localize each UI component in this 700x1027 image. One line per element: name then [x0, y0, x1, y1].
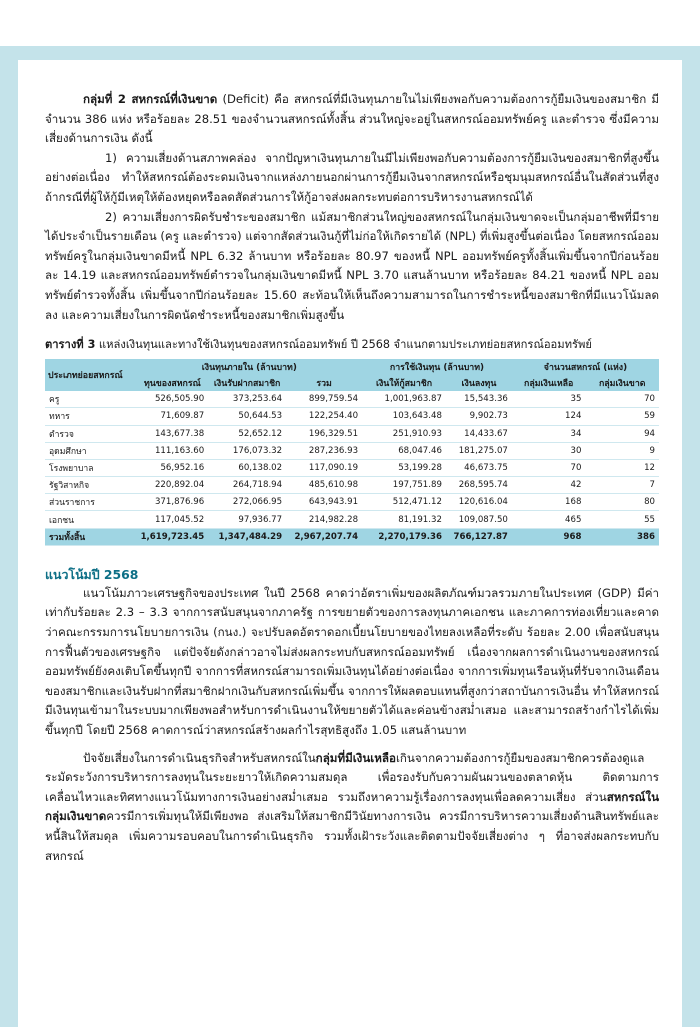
total-cell: 386 — [585, 528, 659, 545]
cell: 196,329.51 — [286, 425, 362, 442]
deficit-group-text: (Deficit) คือ สหกรณ์ที่มีเงินทุนภายในไม่เพียงพอกับความต้องการกู้ยืมเงินของสมาชิก มีจำนวน 386 แห่ง หรือร้อยละ 28.51 ของจำนวนสหกรณ์ทั้งสิ้น ส่วนใหญ่จะอยู่ในสหกรณ์ออมทรัพย์ครู และตำรวจ ซึ่งมีความเสี่ยงด้านการเงิน ดังนี้ — [45, 92, 659, 146]
total-cell: 1,347,484.29 — [208, 528, 286, 545]
header-col: กลุ่มเงินขาด — [585, 375, 659, 391]
header-col: เงินให้กู้สมาชิก — [362, 375, 446, 391]
table-caption — [45, 336, 659, 354]
row-label: อุดมศึกษา — [45, 442, 137, 459]
cell: 59 — [585, 408, 659, 425]
table-row — [45, 459, 659, 476]
total-cell: 968 — [512, 528, 586, 545]
trend-paragraph: แนวโน้มภาวะเศรษฐกิจของประเทศ ในปี 2568 คาดว่าอัตราเพิ่มของผลิตภัณฑ์มวลรวมภายในประเทศ (GDP) มีค่าเท่ากับร้อยละ 2.3 – 3.3 จากการสนับสนุนจากภาครัฐ การขยายตัวของการลงทุนภาคเอกชน และภาคการท่องเที่ยวและคาดว่าคณะกรรมการนโยบายการเงิน (กนง.) จะปรับลดอัตราดอกเบี้ยนโยบายของไทยลงเหลือที่ระดับ ร้อยละ 2.00 เพื่อสนับสนุนการฟื้นตัวของเศรษฐกิจ แต่ปัจจัยดังกล่าวอาจไม่ส่งผลกระทบกับสหกรณ์ออมทรัพย์ เนื่องจากผลการดำเนินงานของสหกรณ์ออมทรัพย์ยังคงเติบโตขึ้นทุกปี จากการที่สหกรณ์สามารถเพิ่มเงินทุนได้อย่างต่อเนื่อง จากการเพิ่มทุนเรือนหุ้นที่รับจากเงินเดือนของสมาชิกและเงินรับฝากที่สมาชิกฝากเงินกับสหกรณ์เพิ่มขึ้น จากการให้ผลตอบแทนที่สูงกว่าสถาบันการเงินอื่น ทำให้สหกรณ์มีเงินทุนเข้ามาในระบบมากเพียงพอสำหรับการดำเนินงานให้ขยายตัวได้และค่อนข้างสม่ำเสมอ และสามารถสร้างกำไรได้เพิ่มขึ้นทุกปี โดยปี 2568 คาดการณ์ว่าสหกรณ์สร้างผลกำไรสุทธิสูงถึง 1.05 แสนล้านบาท — [45, 585, 659, 737]
cell: 117,045.52 — [137, 511, 209, 528]
table-caption-label: ตารางที่ 3 — [45, 338, 96, 352]
cell: 287,236.93 — [286, 442, 362, 459]
cell: 264,718.94 — [208, 477, 286, 494]
funding-table — [45, 359, 659, 546]
row-label: ทหาร — [45, 408, 137, 425]
cell: 53,199.28 — [362, 459, 446, 476]
document-page — [18, 60, 682, 1027]
cell: 50,644.53 — [208, 408, 286, 425]
table-row — [45, 477, 659, 494]
cell: 251,910.93 — [362, 425, 446, 442]
cell: 15,543.36 — [446, 391, 512, 408]
header-col: เงินรับฝากสมาชิก — [208, 375, 286, 391]
risk-text-e: ควรมีการเพิ่มทุนให้มีเพียงพอ ส่งเสริมให้สมาชิกมีวินัยทางการเงิน ควรมีการบริหารความเสี่ยงด้านสินทรัพย์และหนี้สินให้สมดุล เพิ่มความรอบคอบในการดำเนินธุรกิจ รวมทั้งเฝ้าระวังและติดตามปัจจัยเสี่ยงต่าง ๆ ที่อาจส่งผลกระทบกับสหกรณ์ — [45, 809, 659, 863]
total-cell: 2,967,207.74 — [286, 528, 362, 545]
cell: 52,652.12 — [208, 425, 286, 442]
header-col: เงินลงทุน — [446, 375, 512, 391]
cell: 70 — [585, 391, 659, 408]
cell: 12 — [585, 459, 659, 476]
row-label: รัฐวิสาหกิจ — [45, 477, 137, 494]
cell: 9 — [585, 442, 659, 459]
risk-text-c: เกินจากความต้องการกู้ยืมของสมาชิกควรต้องดูแลระมัดระวังการบริหารการลงทุนในระยะยาวให้เกิดความสมดุล เพื่อรองรับกับความผันผวนของตลาดหุ้น ติดตามการเคลื่อนไหวและทิศทางแนวโน้มทางการเงินอย่างสม่ำเสมอ รวมถึงหาความรู้เรื่องการลงทุนเพื่อลดความเสี่ยง ส่วน — [45, 750, 659, 804]
deficit-group-label: กลุ่มที่ 2 สหกรณ์ที่เงินขาด — [83, 92, 218, 106]
cell: 122,254.40 — [286, 408, 362, 425]
cell: 97,936.77 — [208, 511, 286, 528]
repayment-risk-paragraph: 2) ความเสี่ยงการผิดรับชำระของสมาชิก แม้สมาชิกส่วนใหญ่ของสหกรณ์ในกลุ่มเงินขาดจะเป็นกลุ่มอาชีพที่มีรายได้ประจำเป็นรายเดือน (ครู และตำรวจ) แต่จากสัดส่วนเงินกู้ที่ไม่ก่อให้เกิดรายได้ (NPL) ที่เพิ่มสูงขึ้นต่อเนื่อง โดยสหกรณ์ออมทรัพย์ครูในกลุ่มเงินขาดมีหนี้ NPL 6.32 ล้านบาท หรือร้อยละ 80.97 ของหนี้ NPL ออมทรัพย์ครูทั้งสิ้นเพิ่มขึ้นจากปีก่อนร้อยละ 14.19 และสหกรณ์ออมทรัพย์ตำรวจในกลุ่มเงินขาดมีหนี้ NPL 3.70 แสนล้านบาท หรือร้อยละ 84.21 ของหนี้ NPL ออมทรัพย์ตำรวจทั้งสิ้น เพิ่มขึ้นจากปีก่อนร้อยละ 15.60 สะท้อนให้เห็นถึงความสามารถในการชำระหนี้ของสมาชิกที่มีแนวโน้มลดลง และความเสี่ยงในการผิดนัดชำระหนี้ของสมาชิกเพิ่มสูงขึ้น — [45, 209, 659, 322]
cell: 214,982.28 — [286, 511, 362, 528]
cell: 643,943.91 — [286, 494, 362, 511]
header-col: รวม — [286, 375, 362, 391]
table-row — [45, 494, 659, 511]
table-row — [45, 511, 659, 528]
cell: 220,892.04 — [137, 477, 209, 494]
header-coop-count: จำนวนสหกรณ์ (แห่ง) — [512, 359, 659, 375]
cell: 109,087.50 — [446, 511, 512, 528]
cell: 272,066.95 — [208, 494, 286, 511]
header-col: ทุนของสหกรณ์ — [137, 375, 209, 391]
cell: 70 — [512, 459, 586, 476]
cell: 181,275.07 — [446, 442, 512, 459]
cell: 55 — [585, 511, 659, 528]
header-fund-usage: การใช้เงินทุน (ล้านบาท) — [362, 359, 512, 375]
cell: 371,876.96 — [137, 494, 209, 511]
risk-factors-paragraph — [45, 749, 659, 867]
row-label: ส่วนราชการ — [45, 494, 137, 511]
cell: 35 — [512, 391, 586, 408]
total-row — [45, 528, 659, 545]
cell: 899,759.54 — [286, 391, 362, 408]
deficit-group-paragraph — [45, 90, 659, 149]
cell: 81,191.32 — [362, 511, 446, 528]
row-label: ครู — [45, 391, 137, 408]
table-caption-text: แหล่งเงินทุนและทางใช้เงินทุนของสหกรณ์ออมทรัพย์ ปี 2568 จำแนกตามประเภทย่อยสหกรณ์ออมทรัพย์ — [95, 338, 592, 352]
cell: 30 — [512, 442, 586, 459]
cell: 34 — [512, 425, 586, 442]
cell: 9,902.73 — [446, 408, 512, 425]
table-row — [45, 425, 659, 442]
risk-text-a: ปัจจัยเสี่ยงในการดำเนินธุรกิจสำหรับสหกรณ์ใน — [83, 750, 316, 765]
cell: 94 — [585, 425, 659, 442]
table-row — [45, 442, 659, 459]
row-label: ตำรวจ — [45, 425, 137, 442]
top-band — [0, 0, 700, 46]
cell: 46,673.75 — [446, 459, 512, 476]
surplus-group-label: กลุ่มที่มีเงินเหลือ — [315, 750, 396, 765]
total-cell: 1,619,723.45 — [137, 528, 209, 545]
cell: 1,001,963.87 — [362, 391, 446, 408]
page-content — [45, 90, 659, 866]
cell: 526,505.90 — [137, 391, 209, 408]
row-label: โรงพยาบาล — [45, 459, 137, 476]
cell: 124 — [512, 408, 586, 425]
cell: 68,047.46 — [362, 442, 446, 459]
cell: 103,643.48 — [362, 408, 446, 425]
cell: 168 — [512, 494, 586, 511]
header-type: ประเภทย่อยสหกรณ์ — [45, 359, 137, 391]
cell: 176,073.32 — [208, 442, 286, 459]
liquidity-risk-paragraph: 1) ความเสี่ยงด้านสภาพคล่อง จากปัญหาเงินทุนภายในมีไม่เพียงพอกับความต้องการกู้ยืมเงินของสมาชิกที่สูงขึ้นอย่างต่อเนื่อง ทำให้สหกรณ์ต้องระดมเงินจากแหล่งภายนอกผ่านการกู้ยืมเงินจากสหกรณ์หรือชุมนุมสหกรณ์อื่นในสัดส่วนที่สูง ถ้ากรณีที่ผู้ให้กู้มีเหตุให้ต้องหยุดหรือลดสัดส่วนการให้กู้อาจส่งผลกระทบต่อการบริหารงานสหกรณ์ได้ — [45, 150, 659, 204]
cell: 117,090.19 — [286, 459, 362, 476]
cell: 42 — [512, 477, 586, 494]
total-label: รวมทั้งสิ้น — [45, 528, 137, 545]
cell: 71,609.87 — [137, 408, 209, 425]
cell: 80 — [585, 494, 659, 511]
cell: 7 — [585, 477, 659, 494]
table-row — [45, 408, 659, 425]
cell: 512,471.12 — [362, 494, 446, 511]
table-row — [45, 391, 659, 408]
deficit-coop-label: สหกรณ์ในกลุ่มเงินขาด — [45, 789, 659, 824]
cell: 268,595.74 — [446, 477, 512, 494]
cell: 60,138.02 — [208, 459, 286, 476]
cell: 197,751.89 — [362, 477, 446, 494]
header-col: กลุ่มเงินเหลือ — [512, 375, 586, 391]
total-cell: 2,270,179.36 — [362, 528, 446, 545]
cell: 485,610.98 — [286, 477, 362, 494]
table-header-row — [45, 359, 659, 375]
header-internal-funds: เงินทุนภายใน (ล้านบาท) — [137, 359, 363, 375]
trend-heading: แนวโน้มปี 2568 — [45, 566, 139, 582]
cell: 56,952.16 — [137, 459, 209, 476]
cell: 143,677.38 — [137, 425, 209, 442]
cell: 14,433.67 — [446, 425, 512, 442]
cell: 465 — [512, 511, 586, 528]
cell: 120,616.04 — [446, 494, 512, 511]
row-label: เอกชน — [45, 511, 137, 528]
cell: 373,253.64 — [208, 391, 286, 408]
total-cell: 766,127.87 — [446, 528, 512, 545]
table-subheader-row — [45, 375, 659, 391]
cell: 111,163.60 — [137, 442, 209, 459]
